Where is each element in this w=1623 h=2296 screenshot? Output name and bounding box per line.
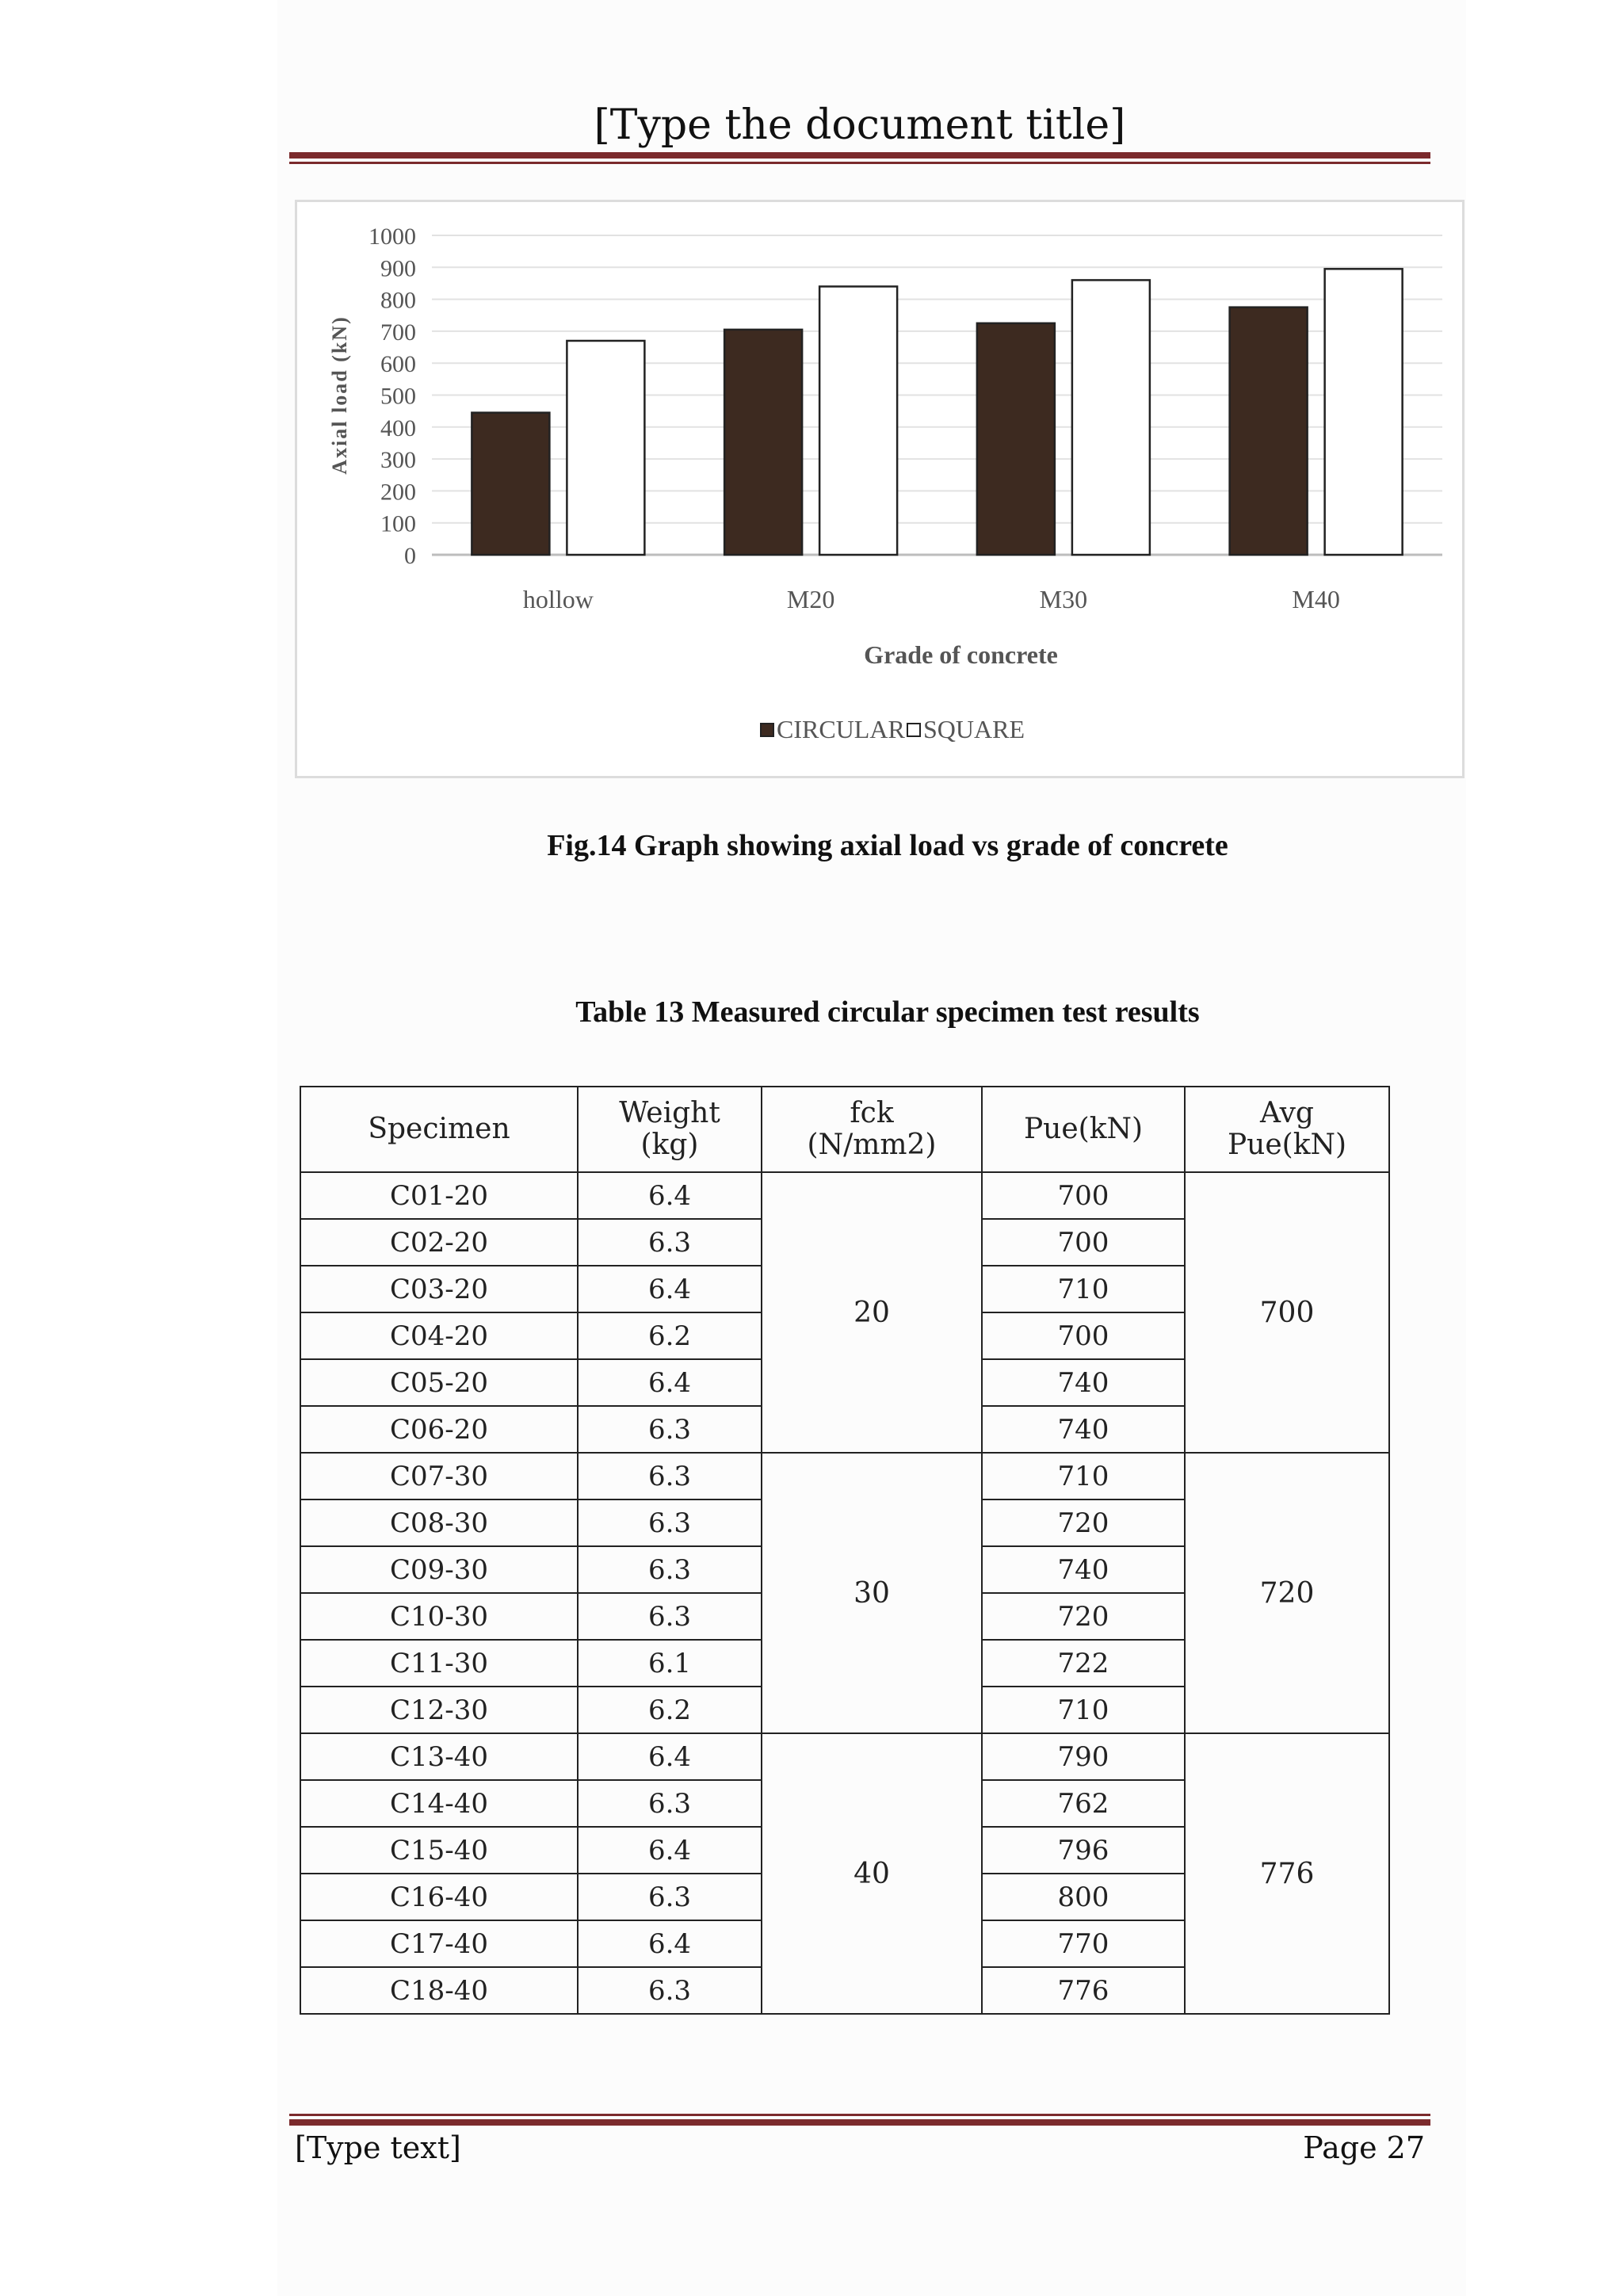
table-header-row bbox=[300, 1087, 1389, 1172]
header-text-line: Avg bbox=[1260, 1097, 1314, 1129]
specimen-cell: C16-40 bbox=[300, 1874, 578, 1920]
pue-cell: 740 bbox=[982, 1546, 1185, 1593]
legend-label: SQUARE bbox=[923, 715, 1025, 743]
pue-cell: 722 bbox=[982, 1640, 1185, 1687]
weight-cell: 6.3 bbox=[578, 1546, 762, 1593]
specimen-cell: C04-20 bbox=[300, 1312, 578, 1359]
y-tick-label: 1000 bbox=[369, 223, 416, 250]
specimen-cell: C18-40 bbox=[300, 1967, 578, 2014]
bar-square bbox=[1325, 269, 1403, 555]
weight-cell: 6.2 bbox=[578, 1312, 762, 1359]
weight-cell: 6.3 bbox=[578, 1780, 762, 1827]
bar-circular bbox=[472, 413, 549, 555]
header-specimen bbox=[300, 1087, 578, 1172]
weight-cell: 6.3 bbox=[578, 1499, 762, 1546]
y-tick-label: 600 bbox=[380, 351, 416, 378]
specimen-cell: C05-20 bbox=[300, 1359, 578, 1406]
header-weight bbox=[578, 1087, 762, 1172]
specimen-cell: C03-20 bbox=[300, 1266, 578, 1312]
weight-cell: 6.3 bbox=[578, 1453, 762, 1499]
y-tick-label: 300 bbox=[380, 447, 416, 474]
specimen-cell: C09-30 bbox=[300, 1546, 578, 1593]
weight-cell: 6.1 bbox=[578, 1640, 762, 1687]
document-title: [Type the document title] bbox=[594, 101, 1126, 149]
specimen-cell: C08-30 bbox=[300, 1499, 578, 1546]
footer-left-text: [Type text] bbox=[295, 2130, 461, 2165]
weight-cell: 6.3 bbox=[578, 1406, 762, 1453]
header-text-line: fck bbox=[850, 1097, 894, 1129]
avg-pue-cell: 700 bbox=[1185, 1172, 1389, 1453]
y-tick-label: 0 bbox=[404, 543, 416, 569]
pue-cell: 700 bbox=[982, 1219, 1185, 1266]
weight-cell: 6.3 bbox=[578, 1967, 762, 2014]
results-table bbox=[300, 1086, 1390, 2015]
specimen-cell: C06-20 bbox=[300, 1406, 578, 1453]
bar-square bbox=[567, 341, 644, 555]
y-tick-label: 200 bbox=[380, 479, 416, 506]
header-fck bbox=[762, 1087, 982, 1172]
y-tick-label: 700 bbox=[380, 319, 416, 346]
pue-cell: 740 bbox=[982, 1406, 1185, 1453]
pue-cell: 720 bbox=[982, 1499, 1185, 1546]
legend-swatch bbox=[761, 724, 773, 736]
x-tick-label: M20 bbox=[786, 585, 835, 613]
y-tick-label: 500 bbox=[380, 383, 416, 410]
table-row bbox=[300, 1733, 1389, 1780]
specimen-cell: C12-30 bbox=[300, 1687, 578, 1733]
pue-cell: 790 bbox=[982, 1733, 1185, 1780]
specimen-cell: C17-40 bbox=[300, 1920, 578, 1967]
fck-cell: 20 bbox=[762, 1172, 982, 1453]
weight-cell: 6.4 bbox=[578, 1827, 762, 1874]
footer-rule bbox=[289, 2114, 1430, 2126]
header-text-line: Pue(kN) bbox=[1023, 1113, 1144, 1145]
pue-cell: 776 bbox=[982, 1967, 1185, 2014]
specimen-cell: C01-20 bbox=[300, 1172, 578, 1219]
x-axis-label: Grade of concrete bbox=[864, 640, 1058, 669]
table-caption: Table 13 Measured circular specimen test results bbox=[575, 995, 1200, 1029]
bar-square bbox=[819, 286, 897, 555]
bar-circular bbox=[977, 323, 1055, 555]
fck-cell: 30 bbox=[762, 1453, 982, 1733]
header-text-line: Weight bbox=[619, 1097, 720, 1129]
header-text-line: (kg) bbox=[640, 1129, 699, 1161]
weight-cell: 6.3 bbox=[578, 1874, 762, 1920]
bar-square bbox=[1072, 280, 1150, 555]
table-row bbox=[300, 1172, 1389, 1219]
weight-cell: 6.4 bbox=[578, 1172, 762, 1219]
weight-cell: 6.4 bbox=[578, 1733, 762, 1780]
y-tick-label: 100 bbox=[380, 510, 416, 537]
bar-circular bbox=[724, 330, 802, 555]
x-tick-label: M40 bbox=[1292, 585, 1340, 613]
y-tick-label: 800 bbox=[380, 287, 416, 314]
specimen-cell: C13-40 bbox=[300, 1733, 578, 1780]
x-tick-label: M30 bbox=[1039, 585, 1088, 613]
pue-cell: 710 bbox=[982, 1687, 1185, 1733]
header-pue bbox=[982, 1087, 1185, 1172]
specimen-cell: C07-30 bbox=[300, 1453, 578, 1499]
header-avg-pue bbox=[1185, 1087, 1389, 1172]
legend-swatch bbox=[907, 724, 920, 736]
header-text-line: Specimen bbox=[368, 1113, 510, 1145]
pue-cell: 700 bbox=[982, 1312, 1185, 1359]
x-tick-label: hollow bbox=[522, 585, 594, 613]
weight-cell: 6.4 bbox=[578, 1266, 762, 1312]
specimen-cell: C10-30 bbox=[300, 1593, 578, 1640]
weight-cell: 6.4 bbox=[578, 1359, 762, 1406]
specimen-cell: C11-30 bbox=[300, 1640, 578, 1687]
specimen-cell: C15-40 bbox=[300, 1827, 578, 1874]
table-row bbox=[300, 1453, 1389, 1499]
pue-cell: 720 bbox=[982, 1593, 1185, 1640]
chart-panel bbox=[295, 200, 1465, 778]
figure-caption: Fig.14 Graph showing axial load vs grade of concrete bbox=[547, 829, 1228, 862]
pue-cell: 710 bbox=[982, 1453, 1185, 1499]
pue-cell: 796 bbox=[982, 1827, 1185, 1874]
avg-pue-cell: 720 bbox=[1185, 1453, 1389, 1733]
header-text-line: (N/mm2) bbox=[807, 1129, 937, 1161]
y-axis-label: Axial load (kN) bbox=[328, 315, 351, 475]
pue-cell: 710 bbox=[982, 1266, 1185, 1312]
avg-pue-cell: 776 bbox=[1185, 1733, 1389, 2014]
pue-cell: 740 bbox=[982, 1359, 1185, 1406]
header-text-line: Pue(kN) bbox=[1227, 1129, 1347, 1161]
pue-cell: 700 bbox=[982, 1172, 1185, 1219]
y-tick-label: 400 bbox=[380, 415, 416, 441]
pue-cell: 770 bbox=[982, 1920, 1185, 1967]
weight-cell: 6.3 bbox=[578, 1593, 762, 1640]
specimen-cell: C02-20 bbox=[300, 1219, 578, 1266]
weight-cell: 6.4 bbox=[578, 1920, 762, 1967]
bar-circular bbox=[1230, 308, 1308, 555]
weight-cell: 6.3 bbox=[578, 1219, 762, 1266]
weight-cell: 6.2 bbox=[578, 1687, 762, 1733]
pue-cell: 800 bbox=[982, 1874, 1185, 1920]
header-rule bbox=[289, 152, 1430, 164]
y-tick-label: 900 bbox=[380, 255, 416, 282]
specimen-cell: C14-40 bbox=[300, 1780, 578, 1827]
legend-label: CIRCULAR bbox=[777, 715, 905, 743]
axial-load-bar-chart bbox=[297, 202, 1462, 776]
pue-cell: 762 bbox=[982, 1780, 1185, 1827]
page-number: Page 27 bbox=[1303, 2130, 1425, 2165]
fck-cell: 40 bbox=[762, 1733, 982, 2014]
